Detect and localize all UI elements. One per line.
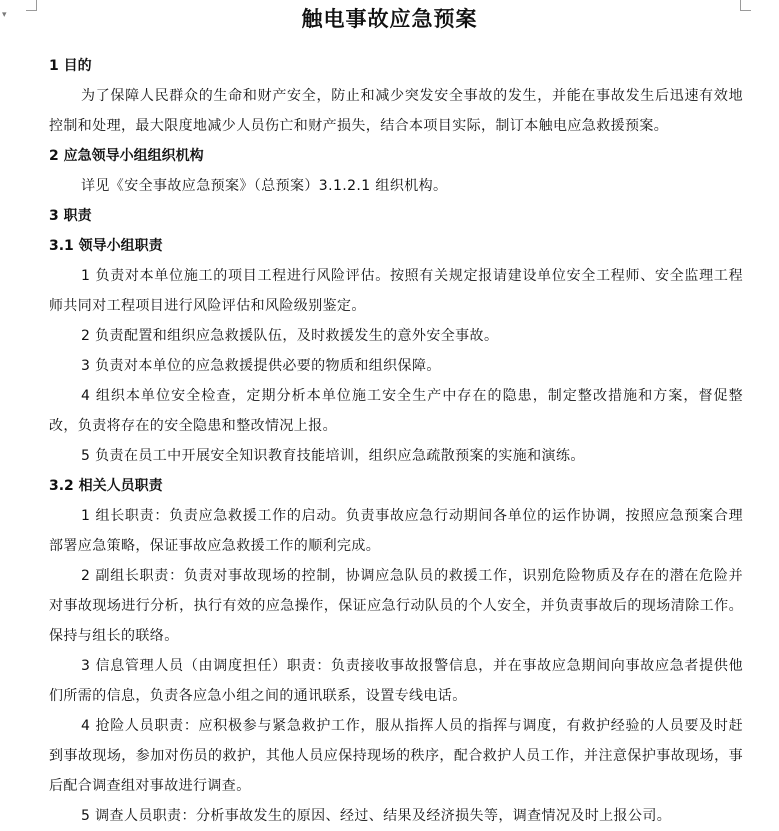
list-item-leadership-duty-2: 2 负责配置和组织应急救援队伍，及时救援发生的意外安全事故。 (81, 328, 499, 344)
document-body (49, 51, 743, 831)
subsection-heading-leadership-duties: 3.1 领导小组职责 (49, 238, 163, 254)
list-item-personnel-duty-1: 1 组长职责：负责应急救援工作的启动。负责事故应急行动期间各单位的运作协调，按照应急预案合理部署应急策略，保证事故应急救援工作的顺利完成。 (49, 508, 743, 554)
subsection-heading-personnel-duties: 3.2 相关人员职责 (49, 478, 163, 494)
section-heading-purpose: 1 目的 (49, 58, 92, 74)
paragraph-organization: 详见《安全事故应急预案》（总预案）3.1.2.1 组织机构。 (81, 178, 448, 194)
list-item-personnel-duty-5: 5 调查人员职责：分析事故发生的原因、经过、结果及经济损失等，调查情况及时上报公司。 (81, 808, 672, 824)
list-item-leadership-duty-1: 1 负责对本单位施工的项目工程进行风险评估。按照有关规定报请建设单位安全工程师、安全监理工程师共同对工程项目进行风险评估和风险级别鉴定。 (49, 268, 743, 314)
list-item-personnel-duty-3: 3 信息管理人员（由调度担任）职责：负责接收事故报警信息，并在事故应急期间向事故应急者提供他们所需的信息，负责各应急小组之间的通讯联系，设置专线电话。 (49, 658, 743, 704)
list-item-personnel-duty-4: 4 抢险人员职责：应积极参与紧急救护工作，服从指挥人员的指挥与调度，有救护经验的人员要及时赶到事故现场，参加对伤员的救护，其他人员应保持现场的秩序，配合救护人员工作，并注意保护事故现场，事后配合调查组对事故进行调查。 (49, 718, 743, 794)
paragraph-purpose: 为了保障人民群众的生命和财产安全，防止和减少突发安全事故的发生，并能在事故发生后迅速有效地控制和处理，最大限度地减少人员伤亡和财产损失，结合本项目实际，制订本触电应急救援预案。 (49, 88, 743, 134)
list-item-leadership-duty-5: 5 负责在员工中开展安全知识教育技能培训，组织应急疏散预案的实施和演练。 (81, 448, 585, 464)
list-item-personnel-duty-2: 2 副组长职责：负责对事故现场的控制，协调应急队员的救援工作，识别危险物质及存在的潜在危险并对事故现场进行分析，执行有效的应急操作，保证应急行动队员的个人安全，并负责事故后的现场清除工作。保持与组长的联络。 (49, 568, 743, 644)
list-item-leadership-duty-3: 3 负责对本单位的应急救援提供必要的物质和组织保障。 (81, 358, 441, 374)
list-item-leadership-duty-4: 4 组织本单位安全检查，定期分析本单位施工安全生产中存在的隐患，制定整改措施和方案，督促整改，负责将存在的安全隐患和整改情况上报。 (49, 388, 743, 434)
section-heading-organization: 2 应急领导小组组织机构 (49, 148, 204, 164)
collapse-arrow-icon[interactable]: ▾ (2, 10, 7, 20)
section-heading-duties: 3 职责 (49, 208, 92, 224)
document-title: 触电事故应急预案 (301, 7, 478, 31)
